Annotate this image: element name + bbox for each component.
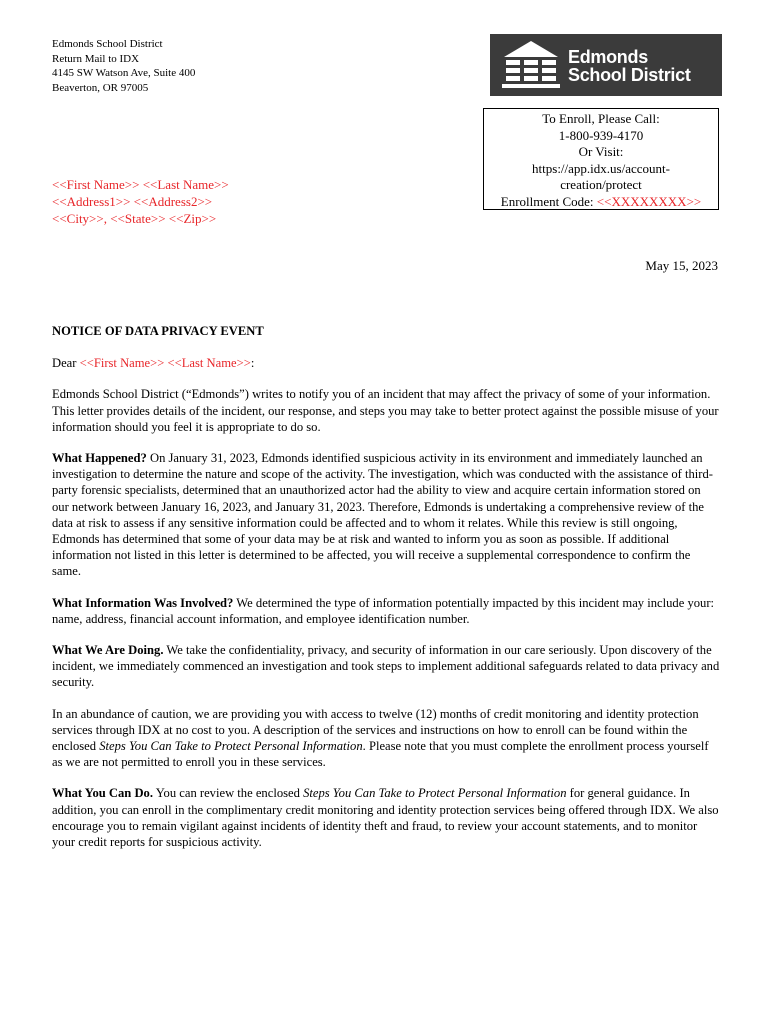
recipient-address-line: <<Address1>> <<Address2>> (52, 194, 213, 209)
what-we-are-doing-text: We take the confidentiality, privacy, and security of information in our care seriously. Upon discovery of the incident, we immediately commenced an investigation and took steps to implement additional safeguards related to data privacy and security. (52, 643, 720, 690)
recipient-name: <<First Name>> <<Last Name>> (52, 177, 229, 192)
return-address-line: Beaverton, OR 97005 (52, 81, 149, 94)
caution-paragraph (52, 706, 720, 771)
what-we-are-doing-heading: What We Are Doing. (52, 643, 164, 658)
enroll-url-line-2: creation/protect (560, 177, 642, 192)
what-you-can-do-paragraph (52, 785, 720, 850)
salutation-name: <<First Name>> <<Last Name>> (79, 356, 251, 371)
enroll-url-line-1: https://app.idx.us/account- (532, 160, 670, 176)
letter-date: May 15, 2023 (645, 258, 718, 273)
district-logo (490, 34, 722, 96)
recipient-city-line: <<City>>, <<State>> <<Zip>> (52, 211, 217, 226)
information-involved-heading: What Information Was Involved? (52, 595, 234, 610)
caution-italic-title: Steps You Can Take to Protect Personal Information (99, 739, 363, 754)
return-address-line: 4145 SW Watson Ave, Suite 400 (52, 67, 196, 79)
what-happened-text: On January 31, 2023, Edmonds identified suspicious activity in its environment and immediately launched an investigation to determine the nature and scope of the activity. The investigation, which was conducted with the assistance of third-party forensic specialists, determined that an unauthorized actor had the ability to view and acquire certain information stored on our network between January 16, 2023, and January 31, 2023. Therefore, Edmonds is undertaking a comprehensive review of the data at risk to assess if any sensitive information could be affected and to whom it relates. While this review is still ongoing, Edmonds has determined that some of your data may be at risk and wanted to inform you as soon as possible. If additional information not listed in this letter is determined to be affected, you will receive a supplemental correspondence to confirm the same. (52, 451, 713, 579)
enroll-code-line (484, 194, 718, 211)
return-address-line: Edmonds School District (52, 38, 163, 50)
logo-wordmark (568, 48, 691, 84)
what-happened-paragraph (52, 450, 720, 580)
caution-text-1: In an abundance of caution, we are providing you with access to twelve (12) months of credit monitoring and identity protection services through IDX at no cost to you. A description of the services and instructions on how to enroll can be found within the enclosed (52, 706, 699, 754)
what-happened-heading: What Happened? (52, 451, 147, 466)
schoolhouse-logo-icon (500, 39, 562, 91)
enroll-phone: 1-800-939-4170 (558, 127, 644, 143)
information-involved-paragraph (52, 595, 720, 627)
enroll-code-label: Enrollment Code: (500, 193, 597, 209)
return-address-line: Return Mail to IDX (52, 52, 140, 65)
recipient-address (52, 176, 229, 227)
what-you-can-do-italic-title: Steps You Can Take to Protect Personal Information (303, 786, 567, 801)
letter-title: NOTICE OF DATA PRIVACY EVENT (52, 324, 264, 338)
salutation (52, 355, 720, 371)
letter-body (52, 323, 720, 865)
salutation-suffix: : (250, 356, 255, 371)
logo-line-1: Edmonds (568, 47, 648, 67)
what-you-can-do-text-1: You can review the enclosed (153, 786, 304, 801)
enroll-call-label: To Enroll, Please Call: (542, 111, 660, 126)
what-you-can-do-heading: What You Can Do. (52, 786, 154, 801)
what-we-are-doing-paragraph (52, 642, 720, 691)
information-involved-text: We determined the type of information potentially impacted by this incident may include your: name, address, financial account information, and employee identification number. (52, 595, 715, 626)
enroll-or-visit: Or Visit: (578, 144, 624, 159)
logo-line-2: School District (568, 65, 691, 85)
enrollment-box (483, 108, 719, 210)
what-you-can-do-text-2: for general guidance. In addition, you can enroll in the complimentary credit monitoring and identity protection services being offered through IDX. We also encourage you to remain vigilant against incidents of identity theft and fraud, to review your account statements, and to monitor your credit reports for suspicious activity. (52, 786, 719, 850)
return-address (52, 37, 195, 95)
enroll-code-value: <<XXXXXXXX>> (596, 193, 702, 209)
intro-paragraph: Edmonds School District (“Edmonds”) writes to notify you of an incident that may affect the privacy of some of your information. This letter provides details of the incident, our response, and steps you may take to better protect against the possible misuse of your information should you feel it is appropriate to do so. (52, 387, 719, 434)
caution-text-2: . Please note that you must complete the enrollment process yourself as we are not permitted to enroll you in these services. (52, 739, 709, 770)
salutation-prefix: Dear (52, 356, 80, 371)
